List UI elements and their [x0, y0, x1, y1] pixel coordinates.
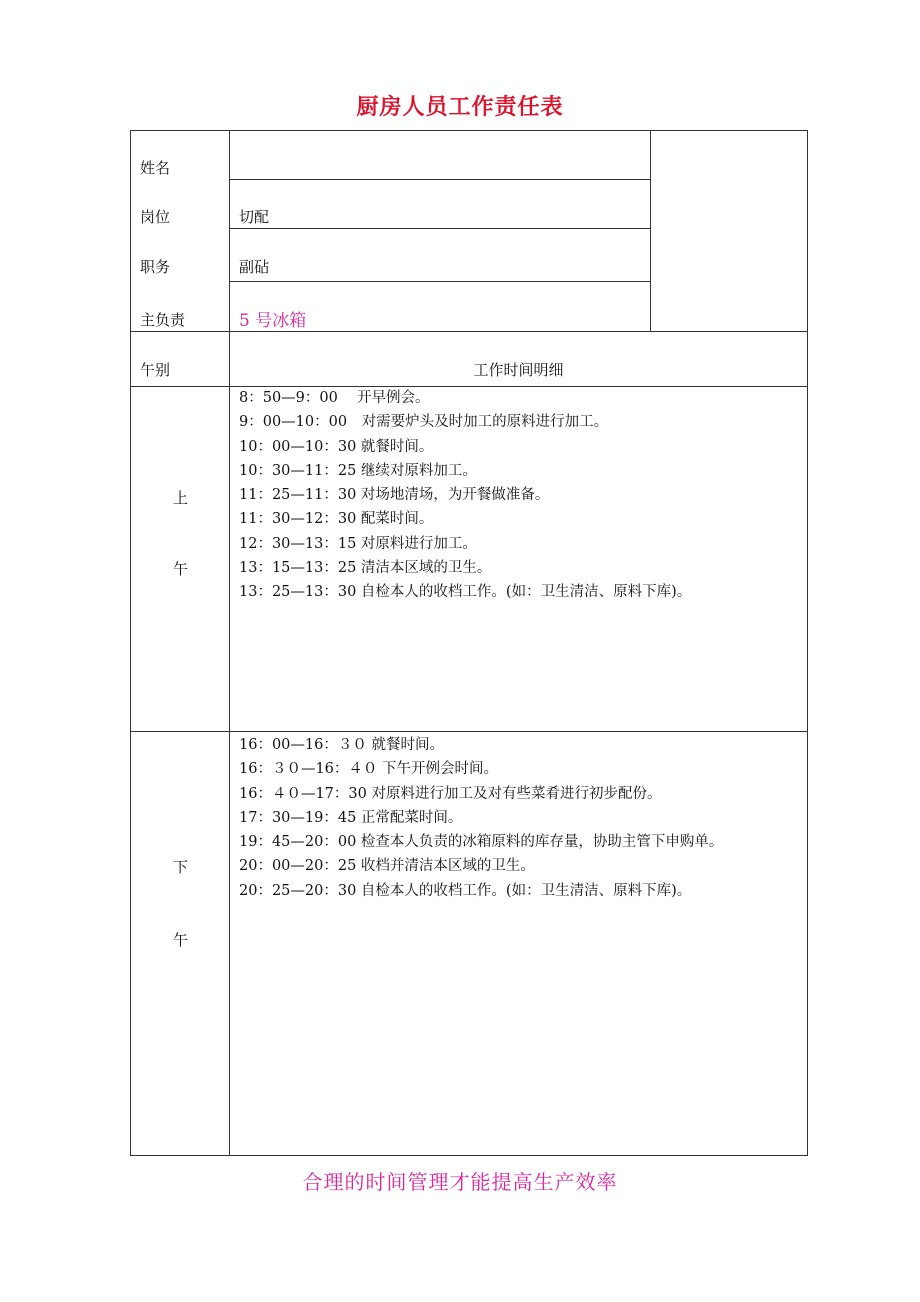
- morning-period-char-2: 午: [172, 560, 188, 578]
- duty-label: 职务: [140, 258, 171, 276]
- row-divider-main: [130, 331, 808, 332]
- post-label: 岗位: [140, 208, 171, 226]
- photo-cell: [651, 131, 807, 331]
- afternoon-period-char-2: 午: [172, 931, 188, 949]
- row-divider-duty: [229, 281, 651, 282]
- afternoon-schedule: [239, 733, 799, 903]
- table-bottom-border: [130, 1155, 808, 1156]
- schedule-item: 19：45—20：00 检查本人负责的冰箱原料的库存量，协助主管下申购单。: [239, 834, 724, 851]
- row-divider-morning: [130, 731, 808, 732]
- footer-slogan: 合理的时间管理才能提高生产效率: [302, 1170, 618, 1194]
- schedule-item: 20：00—20：25 收档并清洁本区域的卫生。: [239, 858, 535, 875]
- name-label: 姓名: [140, 159, 171, 177]
- morning-schedule: [239, 386, 799, 605]
- schedule-item: 17：30—19：45 正常配菜时间。: [239, 809, 463, 826]
- schedule-item: 10：00—10：30 就餐时间。: [239, 438, 434, 455]
- schedule-item: 10：30—11：25 继续对原料加工。: [239, 462, 477, 479]
- schedule-item: 11：30—12：30 配菜时间。: [239, 511, 434, 528]
- afternoon-period-char-1: 下: [172, 858, 188, 876]
- schedule-item: 13：25—13：30 自检本人的收档工作。(如：卫生清洁、原料下库)。: [239, 584, 692, 601]
- morning-period-char-1: 上: [172, 489, 188, 507]
- table-left-border: [130, 130, 131, 1156]
- schedule-item: 8：50—9：00 开早例会。: [239, 390, 430, 406]
- period-header-label: 午别: [140, 361, 171, 379]
- schedule-item: 13：15—13：25 清洁本区域的卫生。: [239, 560, 492, 577]
- duty-value: 副砧: [239, 258, 270, 276]
- row-divider-name: [229, 179, 651, 180]
- post-value: 切配: [239, 208, 270, 226]
- label-column-divider: [229, 130, 230, 1156]
- schedule-item: 20：25—20：30 自检本人的收档工作。(如：卫生清洁、原料下库)。: [239, 882, 692, 899]
- schedule-item: 9：00—10：00 对需要炉头及时加工的原料进行加工。: [239, 414, 609, 431]
- table-right-border: [807, 130, 808, 1156]
- schedule-item: 16：４０—17：30 对原料进行加工及对有些菜肴进行初步配份。: [239, 785, 662, 802]
- main-label: 主负责: [140, 311, 186, 329]
- schedule-item: 12：30—13：15 对原料进行加工。: [239, 535, 477, 552]
- schedule-item: 16：３０—16：４０ 下午开例会时间。: [239, 761, 499, 778]
- page-title: 厨房人员工作责任表: [356, 94, 564, 120]
- schedule-item: 16：00—16：３０ 就餐时间。: [239, 737, 444, 753]
- row-divider-post: [229, 228, 651, 229]
- schedule-item: 11：25—11：30 对场地清场，为开餐做准备。: [239, 487, 550, 504]
- detail-header-label: 工作时间明细: [473, 361, 564, 379]
- main-value: 5 号冰箱: [239, 311, 307, 331]
